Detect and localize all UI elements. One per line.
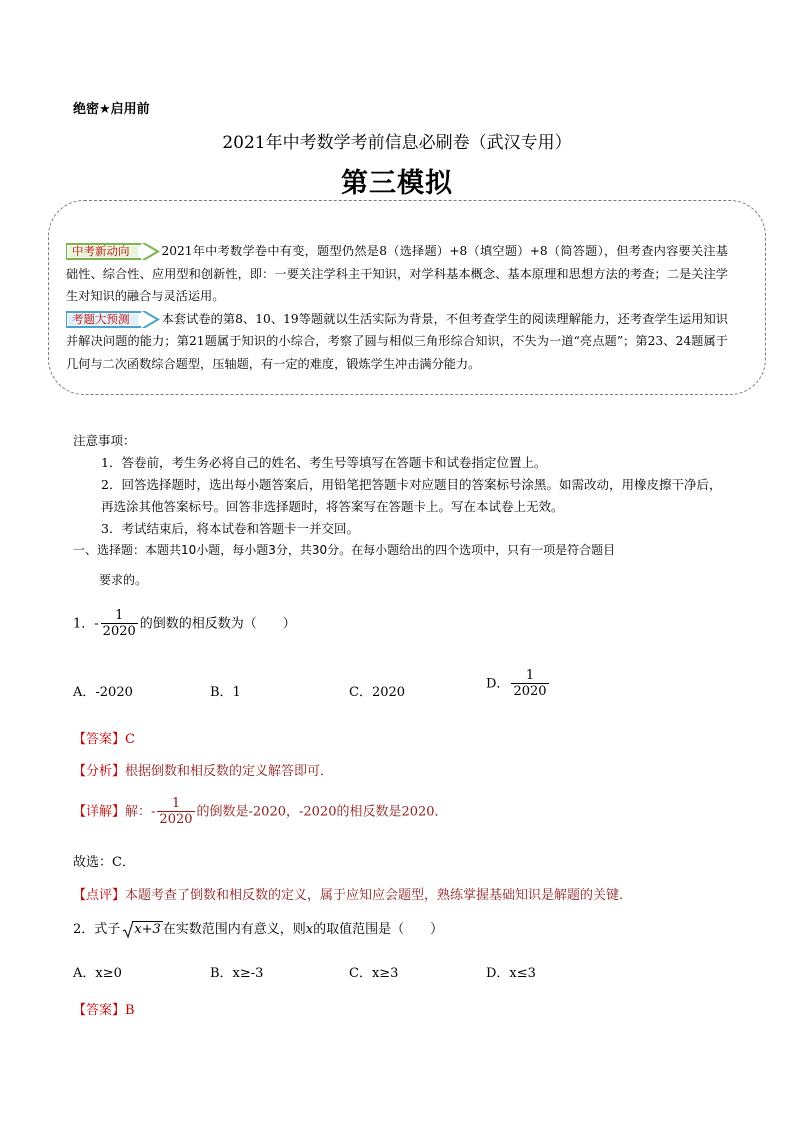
q2-option-a: A．x≥0 (73, 966, 122, 981)
q2-option-d: D．x≤3 (486, 966, 536, 981)
tag-exam-prediction: 考题大预测 (66, 311, 160, 328)
q1-choose: 故选：C． (73, 855, 135, 870)
prediction-text: 本套试卷的第8、10、19等题就以生活实际为背景，不但考查学生的阅读理解能力，还考查学生运用知识并解决问题的能力；第21题属于知识的小综合，考察了圆与相似三角形综合知识，不失为一道“亮点题”；第23、24题属于几何与二次函数综合题型，压轴题，有一定的难度，锻炼学生冲击满分能力。 (66, 311, 728, 371)
fraction: $\frac{1}{2020}$ (159, 796, 193, 827)
exam-subtitle: 第三模拟 (341, 168, 453, 199)
note-item-2: 2．回答选择题时，选出每小题答案后，用铅笔把答题卡对应题目的答案标号涂黑。如需改动，用橡皮擦干净后，再选涂其他答案标号。回答非选择题时，将答案写在答题卡上。写在本试卷上无效。 (101, 477, 722, 514)
tag-exam-trend: 中考新动向 (66, 243, 160, 260)
q1-option-a: A．-2020 (73, 685, 133, 700)
q2-answer: 【答案】B (73, 1003, 135, 1018)
section-1-heading: 一、选择题：本题共10小题，每小题3分，共30分。在每小题给出的四个选项中，只有一项是符合题目 要求的。 (73, 543, 616, 587)
fraction: $\frac{1}{2020}$ (513, 668, 547, 699)
q2-option-c: C．x≥3 (349, 966, 399, 981)
q1-option-d: D． $\frac{1}{2020}$ (486, 668, 547, 699)
info-box-text (66, 240, 728, 375)
trend-text: 2021年中考数学卷中有变，题型仍然是8（选择题）+8（填空题）+8（简答题），但考查内容要关注基础性、综合性、应用型和创新性，即：一要关注学科主干知识，对学科基本概念、基本原理和思想方法的考查；二是关注学生对知识的融合与灵活运用。 (66, 244, 728, 303)
q1-analysis: 【分析】根据倒数和相反数的定义解答即可． (73, 764, 334, 779)
q1-answer: 【答案】C (73, 732, 135, 747)
question-2: 2．式子 x+3 在实数范围内有意义，则x的取值范围是（ ） (73, 918, 443, 937)
q1-detail: 【详解】解：- $\frac{1}{2020}$ 的倒数是-2020，-2020的相反数是2020． (73, 796, 448, 827)
sqrt-expression: x+3 (122, 922, 163, 937)
confidential-label: 绝密★启用前 (73, 102, 150, 117)
notes-heading: 注意事项： (73, 433, 136, 448)
q1-option-c: C．2020 (349, 685, 406, 700)
note-item-1: 1．答卷前，考生务必将自己的姓名、考生号等填写在答题卡和试卷指定位置上。 (101, 455, 547, 470)
radical-sign-icon (122, 920, 134, 940)
question-1: 1．- $\frac{1}{2020}$ 的倒数的相反数为（ ） (73, 608, 296, 639)
notes-section (73, 430, 733, 540)
note-item-3: 3．考试结束后，将本试卷和答题卡一并交回。 (101, 521, 359, 536)
exam-title: 2021年中考数学考前信息必刷卷（武汉专用） (222, 133, 572, 153)
q2-option-b: B．x≥-3 (210, 966, 264, 981)
q1-comment: 【点评】本题考查了倒数和相反数的定义，属于应知应会题型，熟练掌握基础知识是解题的关键． (73, 888, 633, 903)
q1-option-b: B．1 (210, 685, 241, 700)
fraction: $\frac{1}{2020}$ (102, 608, 136, 639)
